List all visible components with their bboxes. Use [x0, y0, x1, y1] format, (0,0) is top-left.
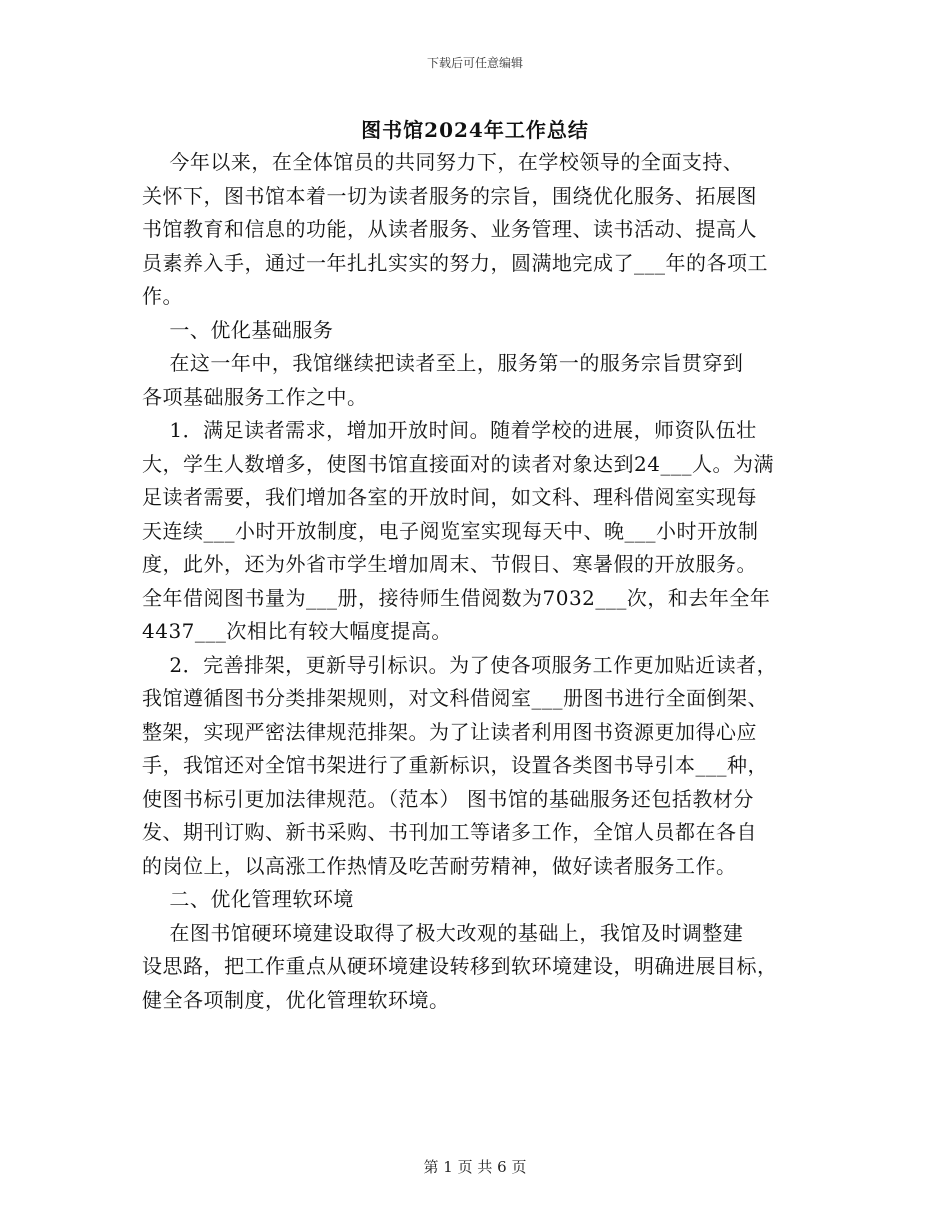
page-number: 第 1 页 共 6 页: [423, 1158, 527, 1176]
body-line: 度，此外，还为外省市学生增加周末、节假日、寒暑假的开放服务。: [142, 552, 757, 576]
body-line: 的岗位上，以高涨工作热情及吃苦耐劳精神，做好读者服务工作。: [142, 853, 737, 878]
body-line: 今年以来，在全体馆员的共同努力下，在学校领导的全面支持、: [142, 150, 744, 174]
body-line: 使图书标引更加法律规范。（范本） 图书馆的基础服务还包括教材分: [142, 786, 754, 811]
body-line: 手，我馆还对全馆书架进行了重新标识，设置各类图书导引本___种，: [142, 753, 768, 777]
body-line: 在图书馆硬环境建设取得了极大改观的基础上，我馆及时调整建: [142, 920, 744, 945]
body-line: 健全各项制度，优化管理软环境。: [142, 987, 450, 1012]
body-line: 员素养入手，通过一年扎扎实实的努力，圆满地完成了___年的各项工: [142, 250, 768, 275]
body-line: 作。: [142, 284, 183, 308]
body-line: 我馆遵循图书分类排架规则，对文科借阅室___册图书进行全面倒架、: [142, 686, 768, 710]
body-line: 天连续___小时开放制度，电子阅览室实现每天中、晚___小时开放制: [142, 518, 759, 543]
body-line: 关怀下，图书馆本着一切为读者服务的宗旨，围绕优化服务、拓展图: [142, 183, 757, 208]
section-heading-2: 二、优化管理软环境: [142, 887, 354, 911]
section-heading-1: 一、优化基础服务: [142, 317, 334, 342]
page-header-note: 下载后可任意编辑: [426, 56, 523, 70]
body-line: 各项基础服务工作之中。: [142, 384, 368, 409]
body-line: 整架，实现严密法律规范排架。为了让读者利用图书资源更加得心应: [142, 719, 757, 744]
body-line: 1．满足读者需求，增加开放时间。随着学校的进展，师资队伍壮: [142, 418, 757, 442]
body-line: 大，学生人数增多，使图书馆直接面对的读者对象达到24___人。为满: [142, 451, 774, 476]
body-line: 全年借阅图书量为___册，接待师生借阅数为7032___次，和去年全年: [142, 585, 771, 610]
body-line: 设思路，把工作重点从硬环境建设转移到软环境建设，明确进展目标，: [142, 954, 778, 978]
body-line: 发、期刊订购、新书采购、书刊加工等诸多工作，全馆人员都在各自: [142, 820, 757, 844]
body-line: 4437___次相比有较大幅度提高。: [142, 619, 452, 643]
document-title: 图书馆2024年工作总结: [361, 118, 589, 142]
body-line: 在这一年中，我馆继续把读者至上，服务第一的服务宗旨贯穿到: [142, 351, 744, 375]
body-line: 足读者需要，我们增加各室的开放时间，如文科、理科借阅室实现每: [142, 485, 757, 509]
document-body: [142, 146, 812, 1017]
body-line: 2．完善排架，更新导引标识。为了使各项服务工作更加贴近读者，: [142, 652, 778, 677]
body-line: 书馆教育和信息的功能，从读者服务、业务管理、读书活动、提高人: [142, 217, 757, 241]
